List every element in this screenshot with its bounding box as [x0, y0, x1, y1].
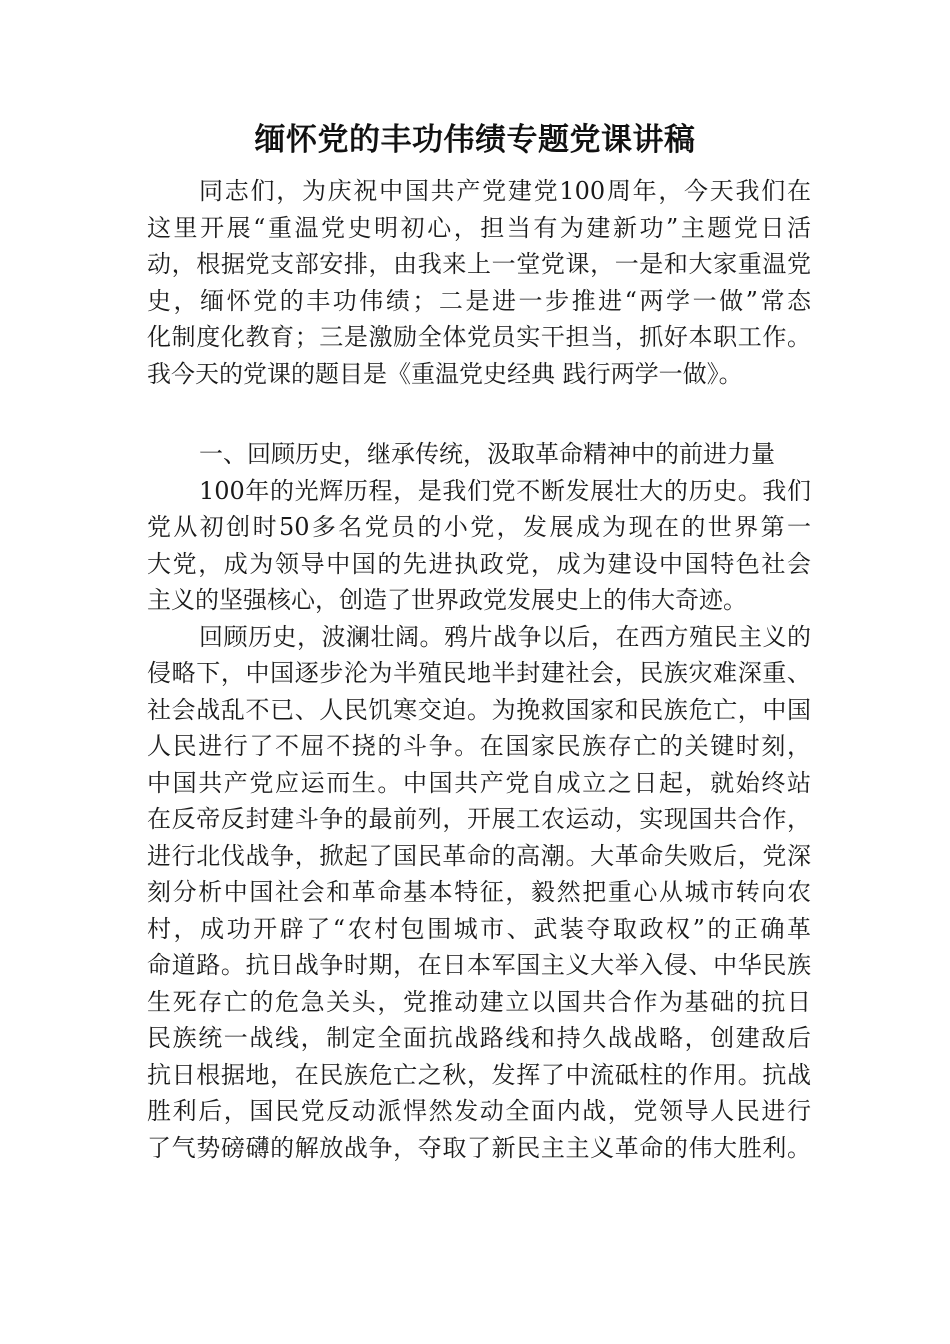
paragraph-line: 中国共产党应运而生。中国共产党自成立之日起，就始终站: [147, 768, 811, 797]
paragraph-line: 抗日根据地，在民族危亡之秋，发挥了中流砥柱的作用。抗战: [147, 1060, 811, 1089]
paragraph-line: 胜利后，国民党反动派悍然发动全面内战，党领导人民进行: [147, 1097, 811, 1125]
section-heading: 一、回顾历史，继承传统，汲取革命精神中的前进力量: [199, 440, 775, 468]
paragraph-line: 这里开展“重温党史明初心，担当有为建新功”主题党日活: [147, 213, 811, 242]
paragraph-line: 了气势磅礴的解放战争，夺取了新民主主义革命的伟大胜利。: [147, 1133, 811, 1162]
paragraph-line: 刻分析中国社会和革命基本特征，毅然把重心从城市转向农: [147, 878, 811, 906]
blank-line: [147, 392, 811, 429]
paragraph-line: 回顾历史，波澜壮阔。鸦片战争以后，在西方殖民主义的: [199, 622, 811, 651]
paragraph-line: 主义的坚强核心，创造了世界政党发展史上的伟大奇迹。: [147, 586, 747, 614]
document-body-section-1: [147, 436, 811, 1166]
paragraph-line: 党从初创时50多名党员的小党，发展成为现在的世界第一: [147, 513, 811, 541]
paragraph-line: 人民进行了不屈不挠的斗争。在国家民族存亡的关键时刻，: [147, 732, 811, 760]
paragraph-line: 大党，成为领导中国的先进执政党，成为建设中国特色社会: [147, 549, 811, 578]
paragraph-line: 侵略下，中国逐步沦为半殖民地半封建社会，民族灾难深重、: [147, 659, 811, 687]
paragraph-line: 在反帝反封建斗争的最前列，开展工农运动，实现国共合作，: [147, 805, 811, 833]
paragraph-line: 社会战乱不已、人民饥寒交迫。为挽救国家和民族危亡，中国: [147, 695, 811, 724]
paragraph-line: 生死存亡的危急关头，党推动建立以国共合作为基础的抗日: [147, 987, 811, 1016]
paragraph-line: 我今天的党课的题目是《重温党史经典 践行两学一做》。: [147, 359, 743, 388]
paragraph-line: 史，缅怀党的丰功伟绩；二是进一步推进“两学一做”常态: [147, 286, 811, 315]
paragraph-line: 村，成功开辟了“农村包围城市、武装夺取政权”的正确革: [147, 914, 811, 943]
paragraph-line: 100年的光辉历程，是我们党不断发展壮大的历史。我们: [199, 476, 811, 505]
document-body: [147, 173, 811, 429]
paragraph-line: 民族统一战线，制定全面抗战路线和持久战战略，创建敌后: [147, 1024, 811, 1052]
paragraph-line: 化制度化教育；三是激励全体党员实干担当，抓好本职工作。: [147, 323, 811, 351]
paragraph-line: 命道路。抗日战争时期，在日本军国主义大举入侵、中华民族: [147, 951, 811, 979]
paragraph-line: 动，根据党支部安排，由我来上一堂党课，一是和大家重温党: [147, 250, 811, 278]
paragraph-line: 同志们，为庆祝中国共产党建党100周年，今天我们在: [199, 177, 811, 205]
document-title: 缅怀党的丰功伟绩专题党课讲稿: [254, 122, 696, 158]
paragraph-line: 进行北伐战争，掀起了国民革命的高潮。大革命失败后，党深: [147, 841, 811, 870]
